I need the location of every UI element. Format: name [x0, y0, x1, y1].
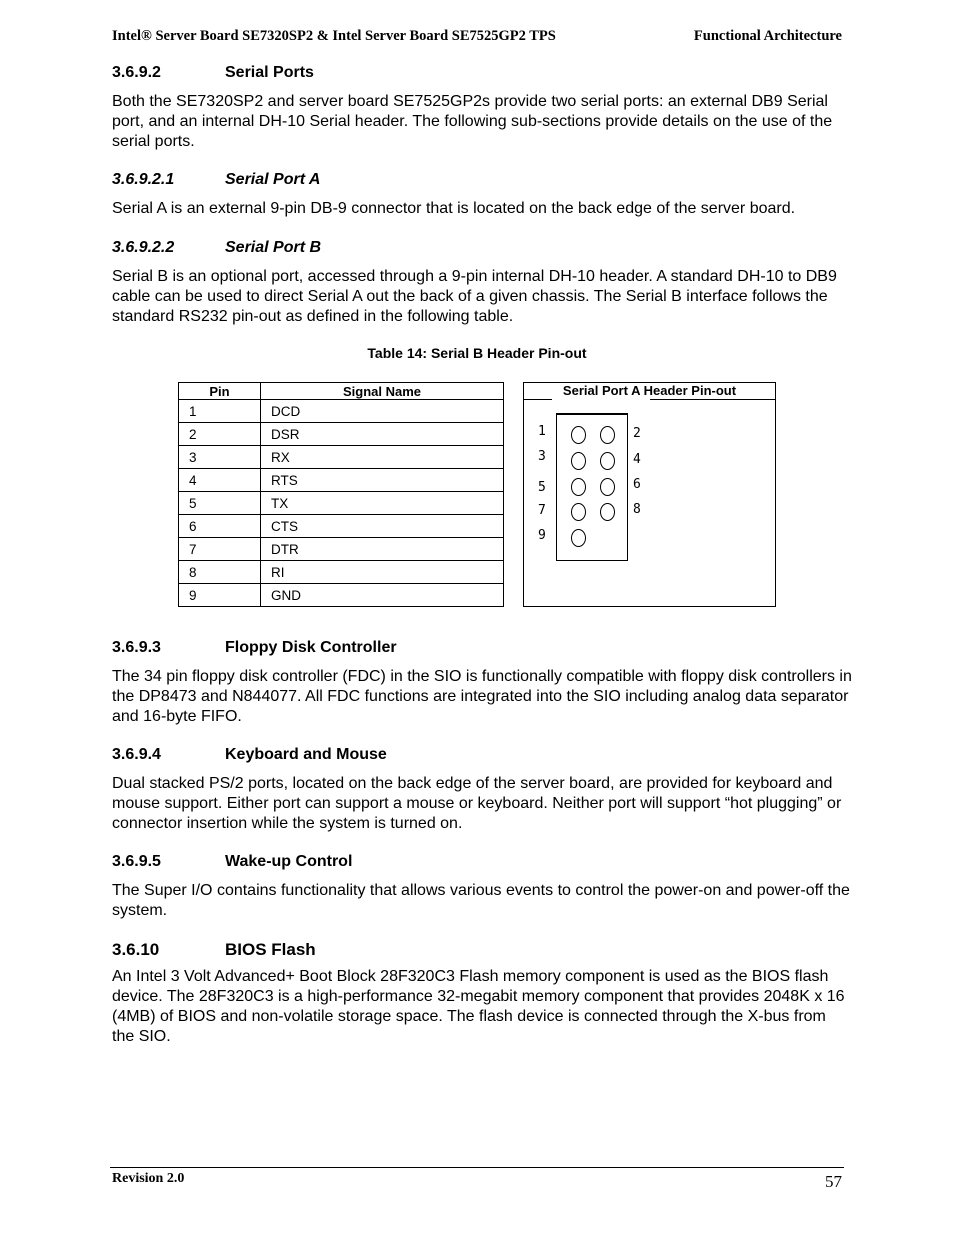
pin-8-hole — [600, 503, 615, 521]
section-title: Floppy Disk Controller — [225, 639, 397, 656]
pin-cell: 7 — [179, 538, 261, 561]
table-caption: Table 14: Serial B Header Pin-out — [367, 345, 587, 361]
footer-rule — [110, 1167, 844, 1168]
section-heading — [112, 64, 314, 82]
pin-label: 7 — [538, 503, 546, 518]
section-number: 3.6.9.2.1 — [112, 171, 175, 188]
section-heading — [112, 853, 352, 871]
page-number: 57 — [825, 1172, 842, 1191]
paragraph: Both the SE7320SP2 and server board SE7525GP2s provide two serial ports: an external DB9 Serial port, and an internal DH-10 Serial header. The following sub-sections provide details on the use of the serial ports. — [112, 93, 833, 150]
section-heading — [112, 639, 397, 657]
connector-outline — [556, 413, 628, 561]
table-row — [179, 515, 504, 538]
table-row — [179, 584, 504, 607]
header-pinout-diagram — [523, 382, 776, 607]
pin-5-hole — [571, 478, 586, 496]
section-title: Wake-up Control — [225, 853, 353, 870]
section-number: 3.6.10 — [112, 940, 160, 959]
pin-cell: 6 — [179, 515, 261, 538]
table-row — [179, 561, 504, 584]
section-number: 3.6.9.2.2 — [112, 239, 175, 256]
section-number: 3.6.9.2 — [112, 64, 161, 81]
section-title: BIOS Flash — [225, 940, 316, 959]
paragraph: The Super I/O contains functionality that allows various events to control the power-on and power-off the system. — [112, 882, 850, 919]
pin-cell: 2 — [179, 423, 261, 446]
table-row — [179, 423, 504, 446]
signal-cell: TX — [261, 492, 504, 515]
table-row — [179, 400, 504, 423]
paragraph: Serial B is an optional port, accessed through a 9-pin internal DH-10 header. A standard DH-10 to DB9 cable can be used to direct Serial A out the back of a given chassis. The Serial B interface follows the standard RS232 pin-out as defined in the following table. — [112, 268, 837, 325]
paragraph: Serial A is an external 9-pin DB-9 connector that is located on the back edge of the server board. — [112, 200, 796, 217]
signal-cell: RTS — [261, 469, 504, 492]
pin-3-hole — [571, 452, 586, 470]
section-title: Serial Ports — [225, 64, 314, 81]
table-row — [179, 538, 504, 561]
pin-cell: 8 — [179, 561, 261, 584]
header-title: Intel® Server Board SE7320SP2 & Intel Server Board SE7525GP2 TPS — [112, 28, 556, 44]
section-number: 3.6.9.3 — [112, 639, 161, 656]
signal-cell: CTS — [261, 515, 504, 538]
table-row — [179, 469, 504, 492]
section-title: Serial Port A — [225, 171, 321, 188]
pin-9-hole — [571, 529, 586, 547]
pin-6-hole — [600, 478, 615, 496]
divider — [524, 399, 552, 400]
signal-cell: GND — [261, 584, 504, 607]
header-section: Functional Architecture — [693, 28, 842, 44]
table-row — [179, 446, 504, 469]
pinout-table — [178, 382, 504, 607]
pin-label: 5 — [538, 480, 546, 495]
pin-label: 3 — [538, 449, 546, 464]
table-header-row — [179, 383, 504, 400]
column-header: Pin — [179, 383, 261, 400]
section-number: 3.6.9.5 — [112, 853, 161, 870]
table-row — [179, 492, 504, 515]
pin-cell: 9 — [179, 584, 261, 607]
section-heading — [112, 239, 321, 257]
pin-7-hole — [571, 503, 586, 521]
pin-1-hole — [571, 426, 586, 444]
section-number: 3.6.9.4 — [112, 746, 161, 763]
pin-label: 4 — [633, 452, 641, 467]
pin-cell: 5 — [179, 492, 261, 515]
pin-label: 9 — [538, 528, 546, 543]
pin-label: 1 — [538, 424, 546, 439]
footer-revision: Revision 2.0 — [112, 1171, 185, 1186]
paragraph: The 34 pin floppy disk controller (FDC) in the SIO is functionally compatible with floppy disk controllers in the DP8473 and N844077. All FDC functions are integrated into the SIO including analog data separator and 16-byte FIFO. — [112, 668, 852, 725]
signal-cell: RX — [261, 446, 504, 469]
diagram-title: Serial Port A Header Pin-out — [562, 383, 737, 398]
section-title: Serial Port B — [225, 239, 322, 256]
signal-cell: RI — [261, 561, 504, 584]
signal-cell: DSR — [261, 423, 504, 446]
pin-4-hole — [600, 452, 615, 470]
pin-label: 8 — [633, 502, 641, 517]
pin-label: 2 — [633, 426, 641, 441]
divider — [650, 399, 775, 400]
pin-cell: 4 — [179, 469, 261, 492]
paragraph: Dual stacked PS/2 ports, located on the back edge of the server board, are provided for keyboard and mouse support. Either port can support a mouse or keyboard. Neither port will support “hot plugging” or connector insertion while the system is turned on. — [112, 775, 842, 832]
pin-cell: 1 — [179, 400, 261, 423]
signal-cell: DTR — [261, 538, 504, 561]
section-heading — [112, 171, 320, 189]
section-title: Keyboard and Mouse — [225, 746, 387, 763]
column-header: Signal Name — [261, 383, 504, 400]
paragraph: An Intel 3 Volt Advanced+ Boot Block 28F320C3 Flash memory component is used as the BIOS flash device. The 28F320C3 is a high-performance 32-megabit memory component that provides 2048K x 16 (4MB) of BIOS and non-volatile storage space. The flash device is connected through the X-bus from the SIO. — [112, 968, 845, 1045]
section-heading — [112, 746, 387, 764]
pin-2-hole — [600, 426, 615, 444]
pin-cell: 3 — [179, 446, 261, 469]
signal-cell: DCD — [261, 400, 504, 423]
section-heading — [112, 940, 316, 960]
pin-label: 6 — [633, 477, 641, 492]
